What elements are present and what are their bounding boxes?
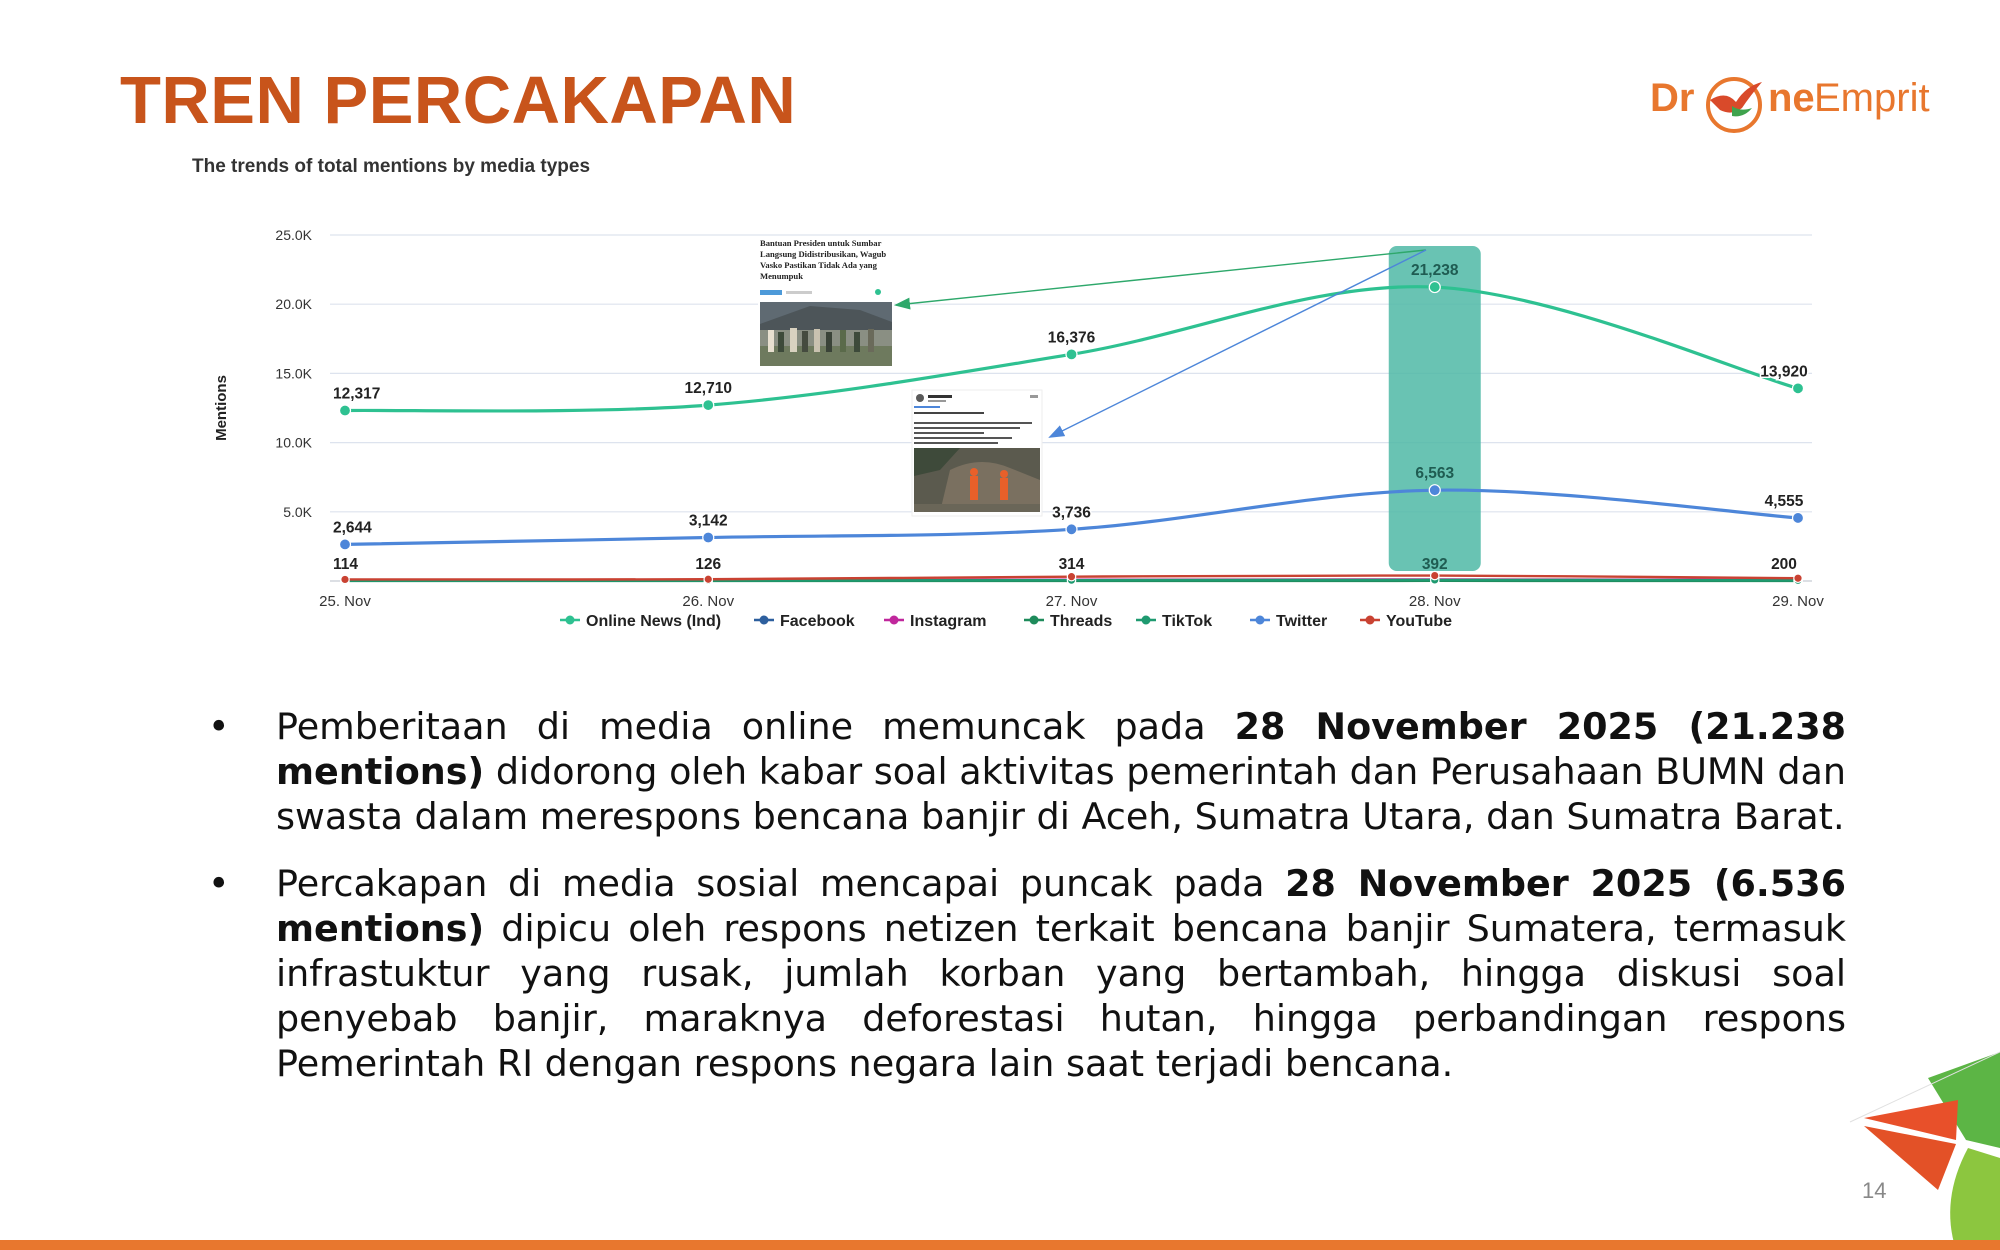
legend-swatch-dot bbox=[1256, 616, 1265, 625]
data-label: 21,238 bbox=[1411, 262, 1459, 280]
logo-text-part: ne bbox=[1768, 76, 1815, 120]
bullet-item bbox=[206, 861, 1846, 1086]
y-axis-label: Mentions bbox=[213, 375, 230, 441]
data-label: 114 bbox=[333, 556, 359, 573]
decorative-corner-shape bbox=[1820, 1040, 2000, 1250]
tweet-text-line bbox=[914, 437, 1012, 439]
tweet-text-line bbox=[914, 442, 998, 444]
data-point bbox=[703, 532, 714, 543]
tweet-avatar bbox=[916, 394, 924, 402]
y-tick-label: 20.0K bbox=[275, 296, 312, 313]
data-point bbox=[704, 575, 712, 583]
tweet-menu-icon bbox=[1030, 395, 1038, 398]
legend-item bbox=[1360, 613, 1452, 630]
news-annotation-card bbox=[758, 236, 894, 368]
data-label: 392 bbox=[1421, 556, 1448, 573]
tweet-text-line bbox=[914, 432, 984, 434]
data-point bbox=[1067, 572, 1075, 580]
legend-item bbox=[1250, 613, 1327, 630]
news-meta bbox=[786, 291, 812, 294]
bullet-lead: Percakapan di media sosial mencapai puncak pada bbox=[276, 862, 1286, 905]
data-label: 3,736 bbox=[1052, 504, 1091, 522]
data-point bbox=[1429, 282, 1440, 293]
legend-swatch-dot bbox=[890, 616, 899, 625]
data-point bbox=[340, 405, 351, 416]
data-point bbox=[340, 539, 351, 550]
data-point bbox=[1794, 574, 1802, 582]
y-tick-label: 5.0K bbox=[283, 503, 312, 520]
slide-title: TREN PERCAKAPAN bbox=[120, 63, 797, 138]
news-photo bbox=[760, 302, 892, 366]
logo-text-part: Emprit bbox=[1814, 76, 1930, 120]
legend-label: YouTube bbox=[1386, 613, 1453, 630]
tweet-user-line bbox=[928, 400, 946, 402]
data-label: 13,920 bbox=[1760, 363, 1808, 381]
legend-item bbox=[1024, 613, 1112, 630]
tweet-text-line bbox=[914, 427, 1020, 429]
logo-text-part: Dr bbox=[1650, 76, 1695, 120]
tweet-annotation-card bbox=[912, 390, 1042, 516]
legend-swatch-dot bbox=[1366, 616, 1375, 625]
x-tick-label: 29. Nov bbox=[1772, 593, 1824, 610]
x-tick-label: 25. Nov bbox=[319, 593, 371, 610]
bullet-lead: Pemberitaan di media online memuncak pada bbox=[276, 705, 1235, 748]
tweet-annotation-arrow bbox=[1047, 250, 1426, 437]
tweet-photo bbox=[914, 448, 1040, 512]
data-label: 200 bbox=[1771, 556, 1797, 573]
data-label: 2,644 bbox=[333, 519, 372, 537]
bullet-item bbox=[206, 704, 1846, 839]
y-tick-label: 10.0K bbox=[275, 434, 312, 451]
chart-title: The trends of total mentions by media types bbox=[192, 156, 591, 177]
legend-swatch-dot bbox=[1142, 616, 1151, 625]
insight-bullets bbox=[206, 704, 1846, 1108]
bottom-accent-bar bbox=[0, 1240, 2000, 1250]
y-tick-label: 15.0K bbox=[275, 365, 312, 382]
tweet-text-line bbox=[914, 406, 940, 408]
data-point bbox=[1066, 524, 1077, 535]
data-point bbox=[1793, 512, 1804, 523]
news-tag bbox=[760, 290, 782, 295]
data-label: 126 bbox=[695, 556, 722, 573]
bullet-highlight: 28 November 2025 (21.238 mentions) bbox=[276, 705, 1846, 793]
x-tick-label: 28. Nov bbox=[1408, 593, 1461, 610]
legend-label: Threads bbox=[1050, 613, 1113, 630]
legend-swatch-dot bbox=[1030, 616, 1039, 625]
tweet-text-line bbox=[914, 422, 1032, 424]
data-label: 12,710 bbox=[684, 380, 732, 398]
tweet-user-line bbox=[928, 395, 952, 398]
legend-swatch-dot bbox=[760, 616, 769, 625]
legend-item bbox=[884, 613, 986, 630]
news-annotation-arrow bbox=[896, 250, 1426, 305]
news-headline: Bantuan Presiden untuk Sumbar Langsung Didistribusikan, Wagub Vasko Pastikan Tidak Ada yang Menumpuk bbox=[760, 238, 887, 281]
news-share-icon bbox=[875, 289, 881, 295]
bullet-rest: didorong oleh kabar soal aktivitas pemerintah dan Perusahaan BUMN dan swasta dalam merespons bencana banjir di Aceh, Sumatra Utara, dan Sumatra Barat. bbox=[276, 750, 1846, 838]
data-point bbox=[341, 575, 349, 583]
data-point bbox=[1793, 383, 1804, 394]
data-label: 16,376 bbox=[1047, 329, 1096, 347]
x-tick-label: 26. Nov bbox=[682, 593, 735, 610]
legend-label: Instagram bbox=[910, 613, 987, 630]
legend-label: Facebook bbox=[780, 613, 855, 630]
data-label: 4,555 bbox=[1764, 492, 1804, 510]
legend-label: TikTok bbox=[1162, 613, 1213, 630]
legend-label: Online News (Ind) bbox=[586, 613, 722, 630]
data-label: 314 bbox=[1058, 556, 1085, 573]
legend-swatch-dot bbox=[566, 616, 575, 625]
data-point bbox=[1429, 485, 1440, 496]
tweet-text-line bbox=[914, 412, 984, 414]
peak-day-highlight bbox=[1389, 246, 1481, 571]
bullet-highlight: 28 November 2025 (6.536 mentions) bbox=[276, 862, 1846, 950]
data-point bbox=[703, 400, 714, 411]
data-label: 12,317 bbox=[333, 385, 381, 403]
data-label: 6,563 bbox=[1415, 465, 1455, 483]
page-number: 14 bbox=[1862, 1178, 1887, 1203]
legend-item bbox=[1136, 613, 1212, 630]
legend-item bbox=[754, 613, 855, 630]
y-tick-label: 25.0K bbox=[275, 227, 312, 243]
legend-label: Twitter bbox=[1276, 613, 1328, 630]
legend-item bbox=[560, 613, 721, 630]
x-tick-label: 27. Nov bbox=[1045, 593, 1098, 610]
data-label: 3,142 bbox=[688, 512, 728, 530]
bullet-rest: dipicu oleh respons netizen terkait bencana banjir Sumatera, termasuk infrastuktur yang rusak, jumlah korban yang bertambah, hingga diskusi soal penyebab banjir, maraknya deforestasi hutan, hingga perbandingan respons Pemerintah RI dengan respons negara lain saat terjadi bencana. bbox=[276, 907, 1846, 1085]
data-point bbox=[1066, 349, 1077, 360]
